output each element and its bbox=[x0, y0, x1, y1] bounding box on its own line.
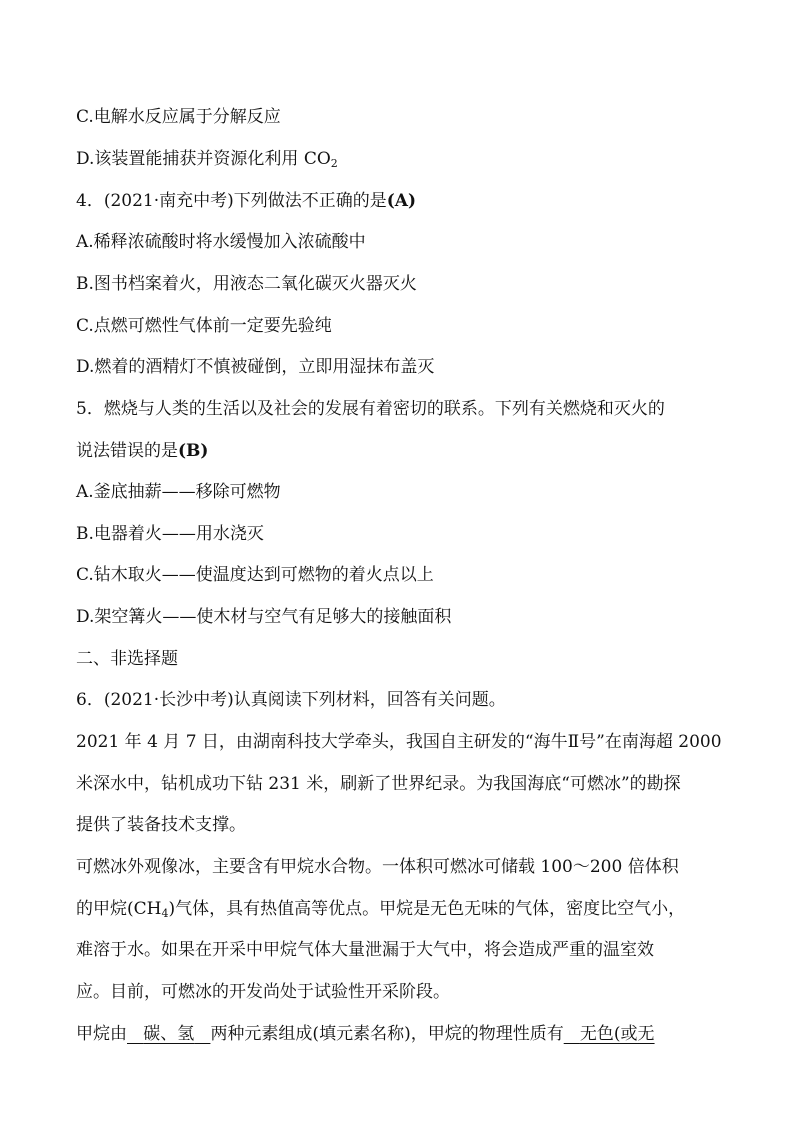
q4-answer: (A) bbox=[386, 191, 417, 211]
passage-2-line-2-b: )气体，具有热值高等优点。甲烷是无色无味的气体，密度比空气小， bbox=[168, 899, 686, 919]
passage-1-line-3: 提供了装备技术支撑。 bbox=[76, 815, 246, 835]
q4-option-d: D.燃着的酒精灯不慎被碰倒，立即用湿抹布盖灭 bbox=[76, 357, 435, 377]
answer-middle: 两种元素组成(填元素名称)，甲烷的物理性质有 bbox=[210, 1024, 564, 1044]
passage-2-line-3: 难溶于水。如果在开采中甲烷气体大量泄漏于大气中，将会造成严重的温室效 bbox=[76, 940, 654, 960]
q3-option-c: C.电解水反应属于分解反应 bbox=[76, 107, 281, 127]
passage-2-line-2 bbox=[76, 898, 685, 920]
q4-option-b: B.图书档案着火，用液态二氧化碳灭火器灭火 bbox=[76, 274, 417, 294]
answer-blank-2-text: 无色(或无 bbox=[579, 1024, 655, 1044]
q6-stem: 6．(2021·长沙中考)认真阅读下列材料，回答有关问题。 bbox=[76, 690, 506, 710]
section-heading: 二、非选择题 bbox=[76, 649, 178, 669]
q3-option-d-text: D.该装置能捕获并资源化利用 CO bbox=[76, 149, 331, 169]
q5-stem-line-2 bbox=[76, 440, 208, 462]
q5-option-c: C.钻木取火——使温度达到可燃物的着火点以上 bbox=[76, 565, 434, 585]
passage-2-line-4: 应。目前，可燃冰的开发尚处于试验性开采阶段。 bbox=[76, 982, 450, 1002]
answer-prefix: 甲烷由 bbox=[76, 1024, 127, 1044]
passage-1-line-2: 米深水中，钻机成功下钻 231 米，刷新了世界纪录。为我国海底“可燃冰”的勘探 bbox=[76, 774, 681, 794]
q4-option-c: C.点燃可燃性气体前一定要先验纯 bbox=[76, 316, 332, 336]
passage-1-line-1: 2021 年 4 月 7 日，由湖南科技大学牵头，我国自主研发的“海牛Ⅱ号”在南海超 2000 bbox=[76, 732, 722, 752]
answer-line bbox=[76, 1023, 655, 1045]
passage-2-line-2-a: 的甲烷(CH bbox=[76, 899, 162, 919]
q5-stem-text: 说法错误的是 bbox=[76, 441, 178, 461]
q5-option-d: D.架空篝火——使木材与空气有足够大的接触面积 bbox=[76, 607, 452, 627]
q5-option-a: A.釜底抽薪——移除可燃物 bbox=[76, 482, 281, 502]
q4-stem bbox=[76, 190, 416, 212]
answer-blank-properties bbox=[564, 1024, 655, 1044]
q4-option-a: A.稀释浓硫酸时将水缓慢加入浓硫酸中 bbox=[76, 232, 366, 252]
answer-blank-elements bbox=[127, 1024, 210, 1044]
answer-blank-1-text: 碳、氢 bbox=[143, 1024, 195, 1044]
q5-option-b: B.电器着火——用水浇灭 bbox=[76, 524, 264, 544]
subscript-4: 4 bbox=[161, 907, 169, 920]
subscript-2: 2 bbox=[330, 157, 338, 170]
q5-answer: (B) bbox=[178, 441, 209, 461]
passage-2-line-1: 可燃冰外观像冰，主要含有甲烷水合物。一体积可燃冰可储载 100～200 倍体积 bbox=[76, 857, 679, 877]
q3-option-d bbox=[76, 148, 338, 170]
q4-stem-text: 4．(2021·南充中考)下列做法不正确的是 bbox=[76, 191, 387, 211]
q5-stem-line-1: 5．燃烧与人类的生活以及社会的发展有着密切的联系。下列有关燃烧和灭火的 bbox=[76, 399, 665, 419]
